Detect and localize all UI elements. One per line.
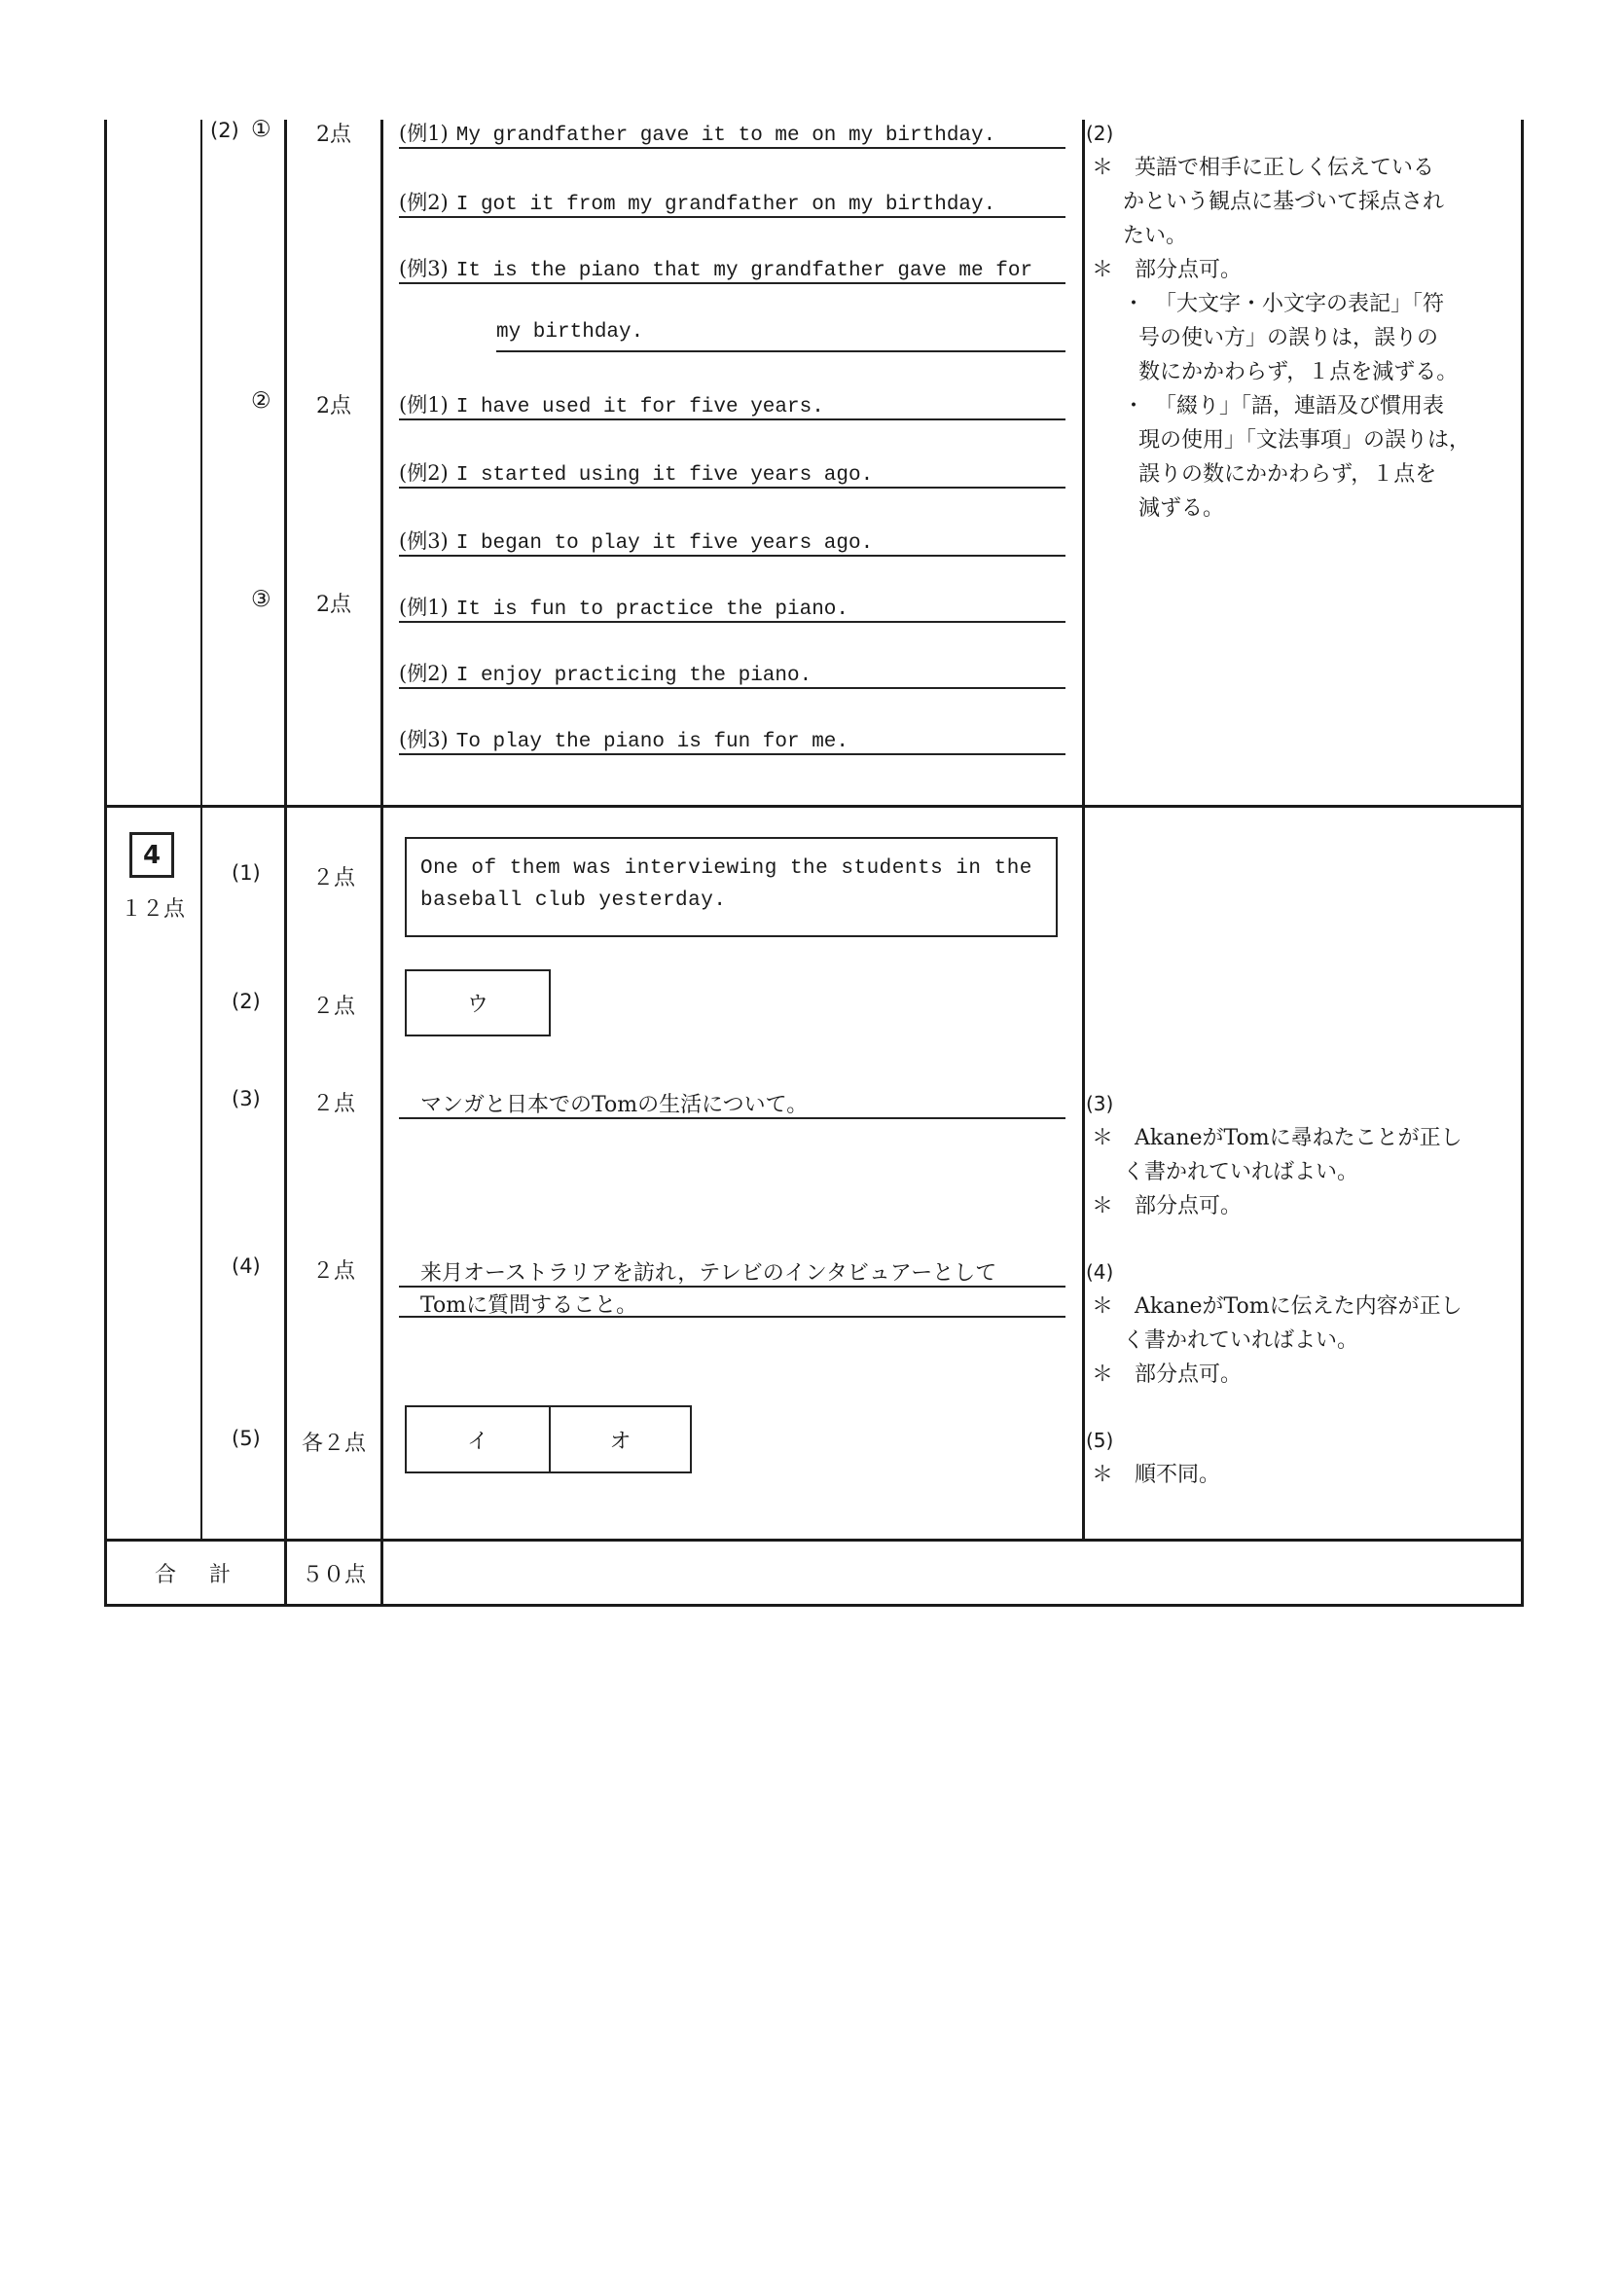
model-answer-line: (例3) To play the piano is fun for me.: [399, 724, 1065, 755]
answer-box-2: ウ: [405, 969, 551, 1036]
table-bottom-border: [104, 1604, 1524, 1607]
model-answer-line: (例1) My grandfather gave it to me on my birthday.: [399, 118, 1065, 149]
sub-question-2: ②: [251, 388, 271, 414]
points-4-1: ２点: [311, 866, 355, 890]
total-points: ５０点: [301, 1563, 366, 1587]
model-answer-line: (例1) It is fun to practice the piano.: [399, 592, 1065, 623]
section-total-points: １２点: [121, 897, 186, 922]
sub-question-3: ③: [251, 587, 271, 612]
question-label-2: (2): [210, 119, 239, 142]
model-answer-line: (例2) I got it from my grandfather on my birthday.: [399, 187, 1065, 218]
answer-box-5b: オ: [549, 1405, 692, 1473]
question-label-1: (1): [232, 861, 261, 885]
col-divider-notes: [1082, 120, 1085, 1541]
sub-question-1: ①: [251, 117, 271, 142]
points-4-2: ２点: [311, 995, 355, 1019]
total-label: 合 計: [154, 1563, 236, 1587]
answer-line-3: マンガと日本でのTomの生活について。: [399, 1088, 1065, 1119]
col-divider-question: [200, 120, 202, 1541]
answer-line-4a: 来月オーストラリアを訪れ，テレビのインタビュアーとして: [399, 1256, 1065, 1288]
model-answer-line: (例3) It is the piano that my grandfather gave me for: [399, 253, 1065, 284]
note-label: (2): [1086, 122, 1114, 145]
model-answer-line: (例3) I began to play it five years ago.: [399, 526, 1065, 557]
total-row-top: [104, 1539, 1524, 1542]
question-label-2: (2): [232, 990, 261, 1013]
section-number-box: 4: [129, 832, 174, 878]
grading-notes-3: (3) ＊ AkaneがTomに尋ねたことが正し く書かれていればよい。 ＊ 部分点可。: [1086, 1092, 1462, 1218]
table-right-border: [1521, 120, 1524, 1607]
model-answer-line: (例2) I started using it five years ago.: [399, 457, 1065, 489]
question-label-5: (5): [232, 1427, 261, 1450]
model-answer-line: (例2) I enjoy practicing the piano.: [399, 658, 1065, 689]
model-answer-line: (例1) I have used it for five years.: [399, 389, 1065, 420]
grading-notes-4: (4) ＊ AkaneがTomに伝えた内容が正し く書かれていればよい。 ＊ 部分点可。: [1086, 1260, 1462, 1387]
points-4-4: ２点: [311, 1259, 355, 1284]
points-4-3: ２点: [311, 1092, 355, 1116]
question-label-4: (4): [232, 1254, 261, 1278]
points-2-3: 2点: [316, 593, 351, 617]
table-left-border: [104, 120, 107, 1607]
answer-box-1: One of them was interviewing the students in the baseball club yesterday.: [405, 837, 1058, 937]
grading-notes-5: (5) ＊ 順不同。: [1086, 1429, 1221, 1487]
model-answer-continuation-line: my birthday.: [496, 321, 1065, 352]
points-2-2: 2点: [316, 394, 351, 418]
points-2-1: 2点: [316, 123, 351, 147]
question-label-3: (3): [232, 1087, 261, 1110]
points-4-5: 各２点: [301, 1432, 366, 1456]
answer-box-5a: イ: [405, 1405, 551, 1473]
answer-line-4b: Tomに質問すること。: [399, 1289, 1065, 1318]
grading-notes-2: (2) ＊ 英語で相手に正しく伝えている かという観点に基づいて採点され たい。 ＊ 部分点可。 ・ 「大文字・小文字の表記」「符 号の使い方」の誤りは，誤りの 数にかかわらず，１点を減ずる。 ・ 「綴り」「語，連語及び慣用表 現の使用」「文法事項」の誤りは， 誤りの数にかかわらず，１点を 減ずる。: [1092, 117, 1510, 526]
section-divider: [104, 805, 1524, 808]
